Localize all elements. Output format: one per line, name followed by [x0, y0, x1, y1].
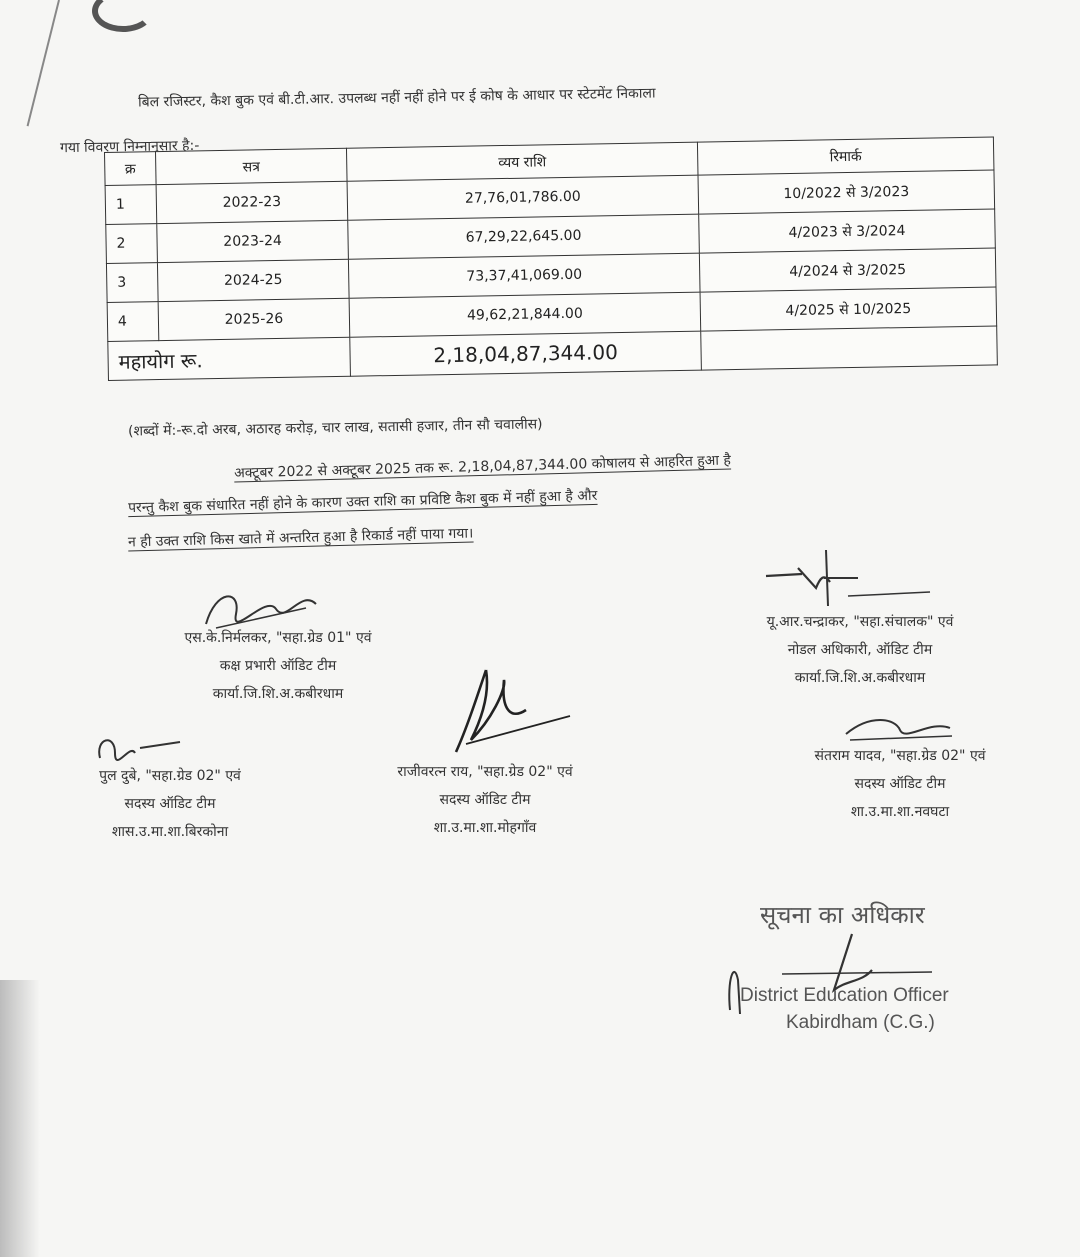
- signatory-name: एस.के.निर्मलकर, "सहा.ग्रेड 01" एवं: [184, 630, 372, 646]
- row-sno: 2: [106, 224, 158, 264]
- row-remark: 4/2023 से 3/2024: [699, 209, 996, 253]
- signatory-block: [710, 608, 1010, 692]
- signatory-name: संतराम यादव, "सहा.ग्रेड 02" एवं: [814, 748, 986, 764]
- expense-table: [104, 136, 998, 380]
- row-amount: 73,37,41,069.00: [348, 253, 700, 298]
- total-amount: 2,18,04,87,344.00: [350, 331, 702, 376]
- row-session: 2024-25: [157, 259, 349, 301]
- signatory-role: सदस्य ऑडिट टीम: [124, 796, 216, 812]
- signatory-role: सदस्य ऑडिट टीम: [854, 776, 946, 792]
- row-session: 2025-26: [158, 298, 350, 340]
- signatory-block: [40, 762, 300, 846]
- signatory-office: शास.उ.मा.शा.बिरकोना: [111, 824, 229, 840]
- page-edge-shadow: [0, 980, 40, 1257]
- row-remark: 4/2025 से 10/2025: [700, 287, 997, 331]
- signature-scribble-5: [840, 712, 960, 746]
- total-remark-empty: [701, 326, 998, 370]
- row-amount: 67,29,22,645.00: [348, 214, 700, 259]
- row-session: 2023-24: [157, 220, 349, 262]
- intro-line-2: गया विवरण निम्नानुसार है:-: [59, 137, 200, 157]
- row-sno: 4: [107, 302, 159, 342]
- row-session: 2022-23: [156, 181, 348, 223]
- row-sno: 3: [106, 263, 158, 303]
- amount-in-words: (शब्दों में:-रू.दो अरब, अठारह करोड़, चार लाख, सतासी हजार, तीन सौ चवालीस): [127, 416, 543, 440]
- paragraph-line-3: न ही उक्त राशि किस खाते में अन्तरित हुआ है रिकार्ड नहीं पाया गया।: [127, 525, 474, 551]
- signatory-role: नोडल अधिकारी, ऑडिट टीम: [787, 642, 933, 658]
- header-remark: रिमार्क: [697, 137, 994, 175]
- header-amount: व्यय राशि: [346, 142, 698, 181]
- rti-stamp-title: सूचना का अधिकार: [760, 901, 925, 929]
- row-amount: 27,76,01,786.00: [347, 175, 699, 220]
- signatory-block: [760, 742, 1040, 826]
- signatory-name: राजीवरत्न राय, "सहा.ग्रेड 02" एवं: [397, 764, 573, 780]
- signature-scribble-2: [758, 548, 938, 610]
- signatory-role: कक्ष प्रभारी ऑडिट टीम: [219, 658, 337, 674]
- signatory-name: पुल दुबे, "सहा.ग्रेड 02" एवं: [99, 768, 241, 784]
- row-remark: 4/2024 से 3/2025: [699, 248, 996, 292]
- header-session: सत्र: [156, 148, 348, 184]
- stamp-location: Kabirdham (C.G.): [786, 1012, 935, 1033]
- intro-line-1: बिल रजिस्टर, कैश बुक एवं बी.टी.आर. उपलब्ध नहीं नहीं होने पर ई कोष के आधार पर स्टेटमेंट निकाला: [137, 85, 656, 111]
- signatory-office: शा.उ.मा.शा.मोहगाँव: [433, 820, 537, 836]
- signature-scribble-4: [446, 660, 576, 760]
- total-label: महायोग रू.: [108, 337, 351, 380]
- row-remark: 10/2022 से 3/2023: [698, 170, 995, 214]
- fold-line: [27, 0, 60, 126]
- signatory-office: शा.उ.मा.शा.नवघटा: [850, 804, 950, 820]
- paragraph-line-1: अक्टूबर 2022 से अक्टूबर 2025 तक रू. 2,18,04,87,344.00 कोषालय से आहरित हुआ है: [233, 452, 732, 482]
- signatory-block: [128, 624, 428, 708]
- row-amount: 49,62,21,844.00: [349, 292, 701, 337]
- signatory-role: सदस्य ऑडिट टीम: [439, 792, 531, 808]
- corner-mark: [92, 0, 154, 32]
- signatory-name: यू.आर.चन्द्राकर, "सहा.संचालक" एवं: [766, 614, 954, 630]
- signatory-office: कार्या.जि.शि.अ.कबीरधाम: [794, 670, 926, 686]
- signatory-office: कार्या.जि.शि.अ.कबीरधाम: [212, 686, 344, 702]
- paragraph-line-2: परन्तु कैश बुक संधारित नहीं होने के कारण उक्त राशि का प्रविष्टि कैश बुक में नहीं हुआ है और: [127, 487, 598, 517]
- signatory-block: [330, 758, 640, 842]
- row-sno: 1: [105, 185, 157, 225]
- stamp-designation: District Education Officer: [740, 985, 949, 1006]
- header-sno: क्र: [105, 152, 157, 186]
- officer-stamp: [740, 982, 949, 1036]
